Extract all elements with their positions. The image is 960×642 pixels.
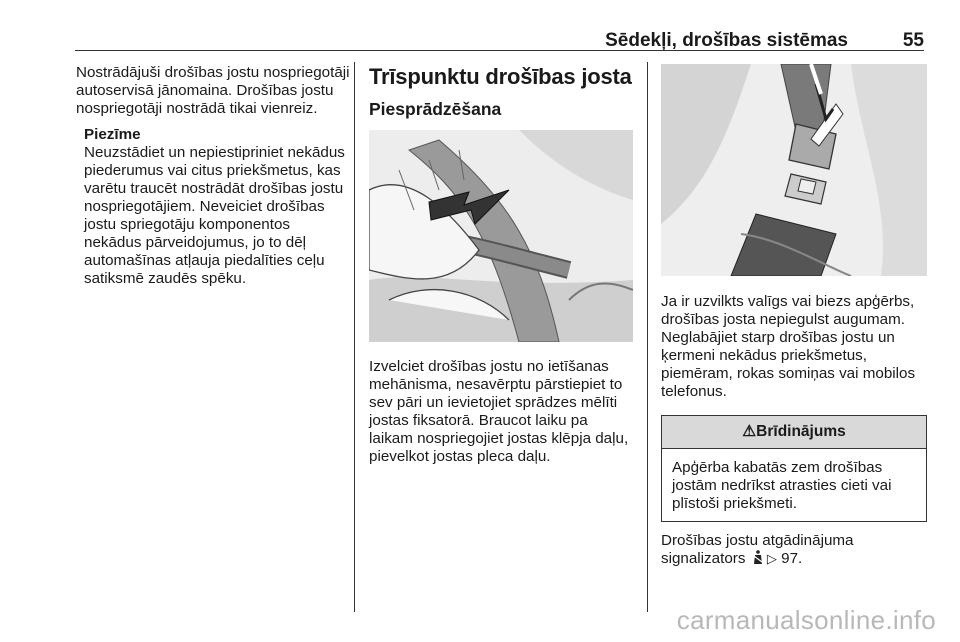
warning-header: [662, 416, 926, 449]
note-title: Piezīme: [84, 126, 141, 143]
reminder-page-ref[interactable]: 97.: [781, 550, 803, 567]
section-heading: Trīspunktu drošības josta: [369, 64, 632, 89]
warning-body: Apģērba kabatās zem drošības jostām nedrīkst atrasties cieti vai plīstoši priekšmeti.: [672, 459, 892, 512]
column-divider-2: [647, 62, 648, 612]
column-middle: [369, 64, 633, 466]
pull-instructions: Izvelciet drošības jostu no ietīšanas mehānisma, nesavērptu pārstiepiet to sev pāri un ievietojiet sprādzes mēlīti jostas fiksatorā. Braucot laiku pa laikam nospriegojiet jostas klēpja daļu, pievelkot jostas pleca daļu.: [369, 358, 629, 465]
intro-paragraph: Nostrādājuši drošības jostu nospriegotāji autoservisā jānomaina. Drošības jostu nospriegotāji nostrādā tikai vienreiz.: [76, 64, 350, 117]
note-text: Neuzstādiet un nepiestipriniet nekādus piederumus vai citus priekšmetus, kas varētu traucēt nostrādāt drošības jostu nospriegotājiem. Neveiciet drošības jostu spriegotāju komponentos nekādus pārveidojumus, jo to dēļ automašīnas atļauja piedalīties ceļu satiksmē zaudēs spēku.: [84, 144, 345, 287]
header-rule: [75, 50, 924, 51]
warning-box: [661, 415, 927, 522]
column-right: [661, 64, 927, 568]
section-subheading: Piesprādzēšana: [369, 99, 502, 119]
page-header-title: Sēdekļi, drošības sistēmas: [605, 30, 848, 51]
column-divider-1: [354, 62, 355, 612]
seatbelt-pull-illustration: [369, 130, 633, 342]
warning-icon: ⚠: [742, 423, 757, 440]
reminder-text: [661, 532, 927, 568]
clothing-advice: Ja ir uzvilkts valīgs vai biezs apģērbs, drošības josta nepiegulst augumam. Neglabājiet starp drošības jostu un ķermeni nekādus priekšmetus, piemēram, rokas somiņas vai mobilos telefonus.: [661, 293, 916, 400]
column-left: [76, 64, 351, 288]
note-block: [84, 126, 351, 288]
page-number: 55: [902, 30, 924, 51]
seatbelt-person-icon: [753, 550, 763, 565]
seatbelt-buckle-illustration: [661, 64, 927, 276]
warning-title: Brīdinājums: [756, 423, 846, 440]
watermark: carmanualsonline.info: [676, 605, 936, 635]
reminder-label: Drošības jostu atgādinājuma signalizators: [661, 532, 854, 567]
page-ref-arrow-icon: ▷: [766, 551, 777, 566]
